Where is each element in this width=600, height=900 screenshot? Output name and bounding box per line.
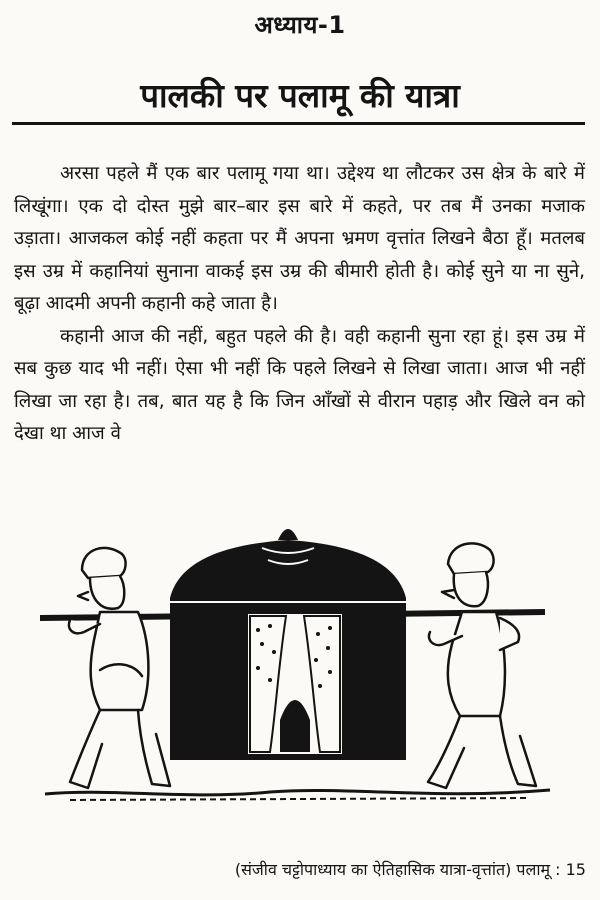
page-footer: (संजीव चट्टोपाध्याय का ऐतिहासिक यात्रा-वृत्तांत) पलामू : 15 [234,860,586,879]
paragraph-1: अरसा पहले मैं एक बार पलामू गया था। उद्देश्य था लौटकर उस क्षेत्र के बारे में लिखूंगा। एक दो दोस्त मुझे बार–बार इस बारे में कहते, पर तब मैं उनका मजाक उड़ाता। आजकल कोई नहीं कहता पर मैं अपना भ्रमण वृत्तांत लिखने बैठा हूँ। मतलब इस उम्र में कहानियां सुनाना वाकई इस उम्र की बीमारी होती है। कोई सुने या ना सुने, बूढ़ा आदमी अपनी कहानी कहे जाता है। [14,163,585,314]
palanquin [170,529,406,760]
ground-shadow [70,798,530,800]
chapter-title: पालकी पर पलामू की यात्रा [140,76,460,115]
chapter-label: अध्याय-1 [254,11,346,39]
body-text [14,158,585,451]
title-divider [12,122,585,125]
palanquin-bearers-illustration [30,520,570,820]
ground-line [45,790,550,795]
bearer-left [69,548,170,788]
paragraph-2: कहानी आज की नहीं, बहुत पहले की है। वही कहानी सुना रहा हूं। इस उम्र में सब कुछ याद भी नहीं। ऐसा भी नहीं कि पहले लिखने से लिखा जाता। आज भी नहीं लिखा जा रहा है। तब, बात यह है कि जिन आँखों से वीरान पहाड़ और खिले वन को देखा था आज वे [14,325,585,444]
bearer-right [428,543,536,788]
